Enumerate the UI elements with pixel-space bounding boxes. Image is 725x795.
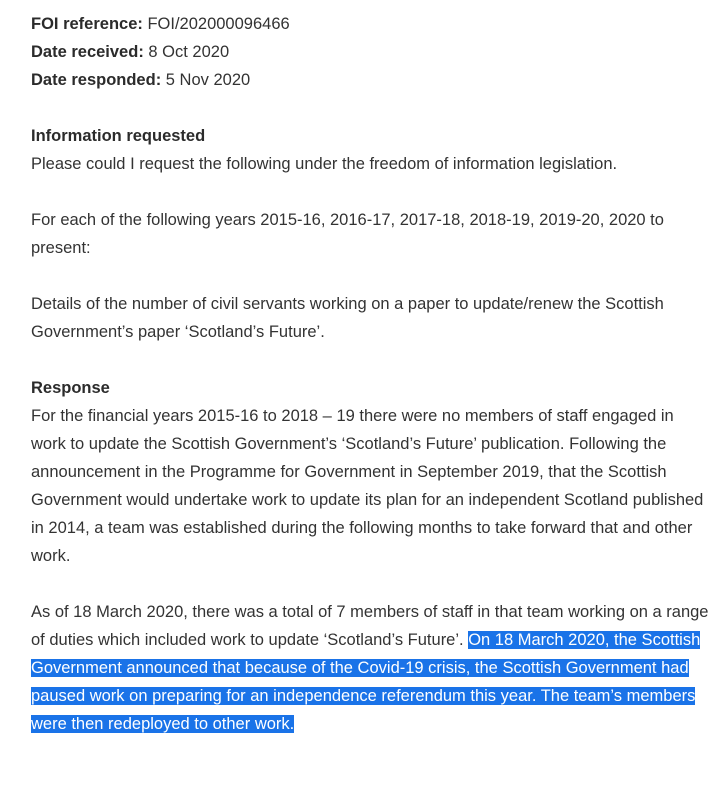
foi-metadata xyxy=(31,10,711,94)
response-paragraph-2 xyxy=(31,598,711,738)
date-responded-value: 5 Nov 2020 xyxy=(165,71,251,89)
request-paragraph-2: For each of the following years 2015-16, 2016-17, 2017-18, 2018-19, 2019-20, 2020 to present: xyxy=(31,211,664,257)
date-responded xyxy=(31,66,711,94)
request-paragraph-3: Details of the number of civil servants working on a paper to update/renew the Scottish Government’s paper ‘Scotland’s Future’. xyxy=(31,295,664,341)
foi-reference-value: FOI/202000096466 xyxy=(147,15,290,33)
request-paragraph-1: Please could I request the following under the freedom of information legislation. xyxy=(31,155,618,173)
date-received xyxy=(31,38,711,66)
information-requested-heading: Information requested xyxy=(31,127,206,145)
response-paragraph-2-text: As of 18 March 2020, there was a total of 7 members of staff in that team working on a range of duties which included work to update ‘Scotland’s Future’. xyxy=(31,603,709,649)
date-received-value: 8 Oct 2020 xyxy=(148,43,230,61)
foi-reference-label: FOI reference: xyxy=(31,15,143,33)
foi-document xyxy=(31,10,711,738)
date-received-label: Date received: xyxy=(31,43,144,61)
response-paragraph-1: For the financial years 2015-16 to 2018 – 19 there were no members of staff engaged in work to update the Scottish Government’s ‘Scotland’s Future’ publication. Following the announcement in the Programme for Government in September 2019, that the Scottish Government would undertake work to update its plan for an independent Scotland published in 2014, a team was established during the following months to take forward that and other work. xyxy=(31,407,704,565)
date-responded-label: Date responded: xyxy=(31,71,162,89)
foi-reference xyxy=(31,10,711,38)
information-requested-section xyxy=(31,122,711,346)
response-section xyxy=(31,374,711,738)
selected-text-highlight[interactable]: On 18 March 2020, the Scottish Government announced that because of the Covid-19 crisis, the Scottish Government had paused work on preparing for an independence referendum this year. The team’s members were then redeployed to other work. xyxy=(31,631,701,733)
response-heading: Response xyxy=(31,379,110,397)
